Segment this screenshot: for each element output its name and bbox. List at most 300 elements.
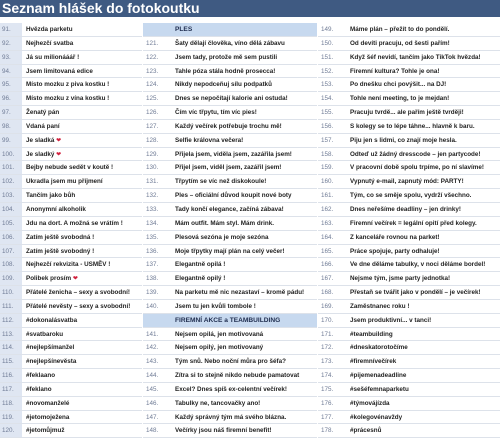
item-number: 100. [0, 148, 22, 161]
item-text-cell [346, 78, 500, 91]
item-text: V pracovní době spolu trpíme, po ní slavíme! [350, 164, 485, 172]
item-number: 161. [321, 192, 334, 200]
list-item [0, 148, 142, 162]
item-text-cell [346, 300, 500, 313]
item-text-cell [22, 217, 142, 230]
item-text-cell [22, 300, 142, 313]
list-item [318, 258, 500, 272]
item-number: 96. [0, 92, 22, 105]
item-number: 124. [146, 81, 159, 89]
item-text-cell [171, 217, 317, 230]
item-text-cell [171, 189, 317, 202]
item-text-cell [346, 231, 500, 244]
item-text: Vdaná paní [26, 122, 60, 130]
item-number: 178. [321, 427, 334, 435]
list-item [318, 203, 500, 217]
item-text: Vypnutý e-mail, zapnutý mód: PARTY! [350, 178, 464, 186]
item-text-cell [22, 272, 142, 285]
item-text: Šaty dělají člověka, víno dělá zábavu [175, 39, 285, 47]
item-text: Dnes se nepočítají kalorie ani ostuda! [175, 95, 288, 103]
list-item [0, 92, 142, 106]
item-text: Zaměstnanec roku ! [350, 302, 410, 310]
list-item [0, 258, 142, 272]
section-heading-label: FIREMNÍ AKCE a TEAMBUILDING [175, 316, 281, 324]
item-number: 106. [0, 231, 22, 244]
item-number: 158. [321, 150, 334, 158]
item-number: 143. [146, 358, 159, 366]
list-item [318, 175, 500, 189]
item-text: Ženatý pán [26, 109, 60, 117]
item-text-cell [346, 65, 500, 78]
item-text-cell [171, 411, 317, 424]
item-text-cell [346, 189, 500, 202]
list-item [143, 189, 317, 203]
item-number: 104. [0, 203, 22, 216]
item-text-cell [22, 286, 142, 299]
item-text-cell [22, 231, 142, 244]
item-text-cell [22, 203, 142, 216]
item-number: 121. [146, 39, 159, 47]
item-text-cell [346, 51, 500, 64]
item-text: Ve dne děláme tabulky, v noci děláme bordel! [350, 261, 486, 269]
item-text-cell [346, 134, 500, 147]
item-text: Tančím jako bůh [26, 192, 76, 200]
item-number: 134. [146, 219, 159, 227]
item-text: Nejsme tým, jsme party jednotka! [350, 275, 451, 283]
item-number: 129. [146, 150, 159, 158]
item-text-cell [171, 23, 317, 36]
heart-icon: ❤ [72, 276, 78, 283]
item-text: Nikdy nepodceňuj sílu podpatků [175, 81, 272, 89]
list-item [318, 189, 500, 203]
item-number: 155. [321, 109, 334, 117]
list-item [143, 300, 317, 314]
item-text-cell [22, 92, 142, 105]
item-number: 154. [321, 95, 334, 103]
list-item [143, 383, 317, 397]
list-item [143, 258, 317, 272]
list-item [0, 286, 142, 300]
item-text-cell [346, 286, 500, 299]
item-number: 177. [321, 413, 334, 421]
page-title: Seznam hlášek do fotokoutku [2, 0, 200, 16]
item-number: 97. [0, 106, 22, 119]
item-number: 132. [146, 192, 159, 200]
item-text: Přátelé nevěsty – sexy a svobodní! [26, 302, 131, 310]
list-item [318, 231, 500, 245]
item-text: #dokonalásvatba [26, 316, 78, 324]
item-text-cell [171, 161, 317, 174]
item-text: Hvězda parketu [26, 26, 73, 33]
item-text-cell [22, 258, 142, 271]
list-item [318, 383, 500, 397]
item-text: Od devíti pracuju, od šesti pařím! [350, 39, 450, 47]
list-item [318, 37, 500, 51]
item-number: 175. [321, 385, 334, 393]
item-text-cell [22, 134, 142, 147]
item-number: 98. [0, 120, 22, 133]
item-text-cell [22, 65, 142, 78]
list-item [318, 397, 500, 411]
item-text: Jdu na dort. A možná se vrátím ! [26, 219, 123, 227]
item-text: Excel? Dnes spíš ex-celentní večírek! [175, 385, 288, 393]
item-text-cell [171, 203, 317, 216]
list-item [318, 120, 500, 134]
item-text-cell [22, 51, 142, 64]
item-number: 128. [146, 136, 159, 144]
item-text: #dneskatorotočíme [350, 344, 408, 352]
item-text: Místo mozku z vína kostku ! [26, 95, 110, 103]
item-number: 94. [0, 65, 22, 78]
list-item [318, 314, 500, 328]
list-item [318, 65, 500, 79]
item-number: 118. [0, 397, 22, 410]
item-text-cell [171, 120, 317, 133]
item-text: Elegantně opilá ! [175, 261, 226, 269]
item-number: 119. [0, 411, 22, 424]
item-text: #prácesnů [350, 427, 382, 435]
list-item [0, 23, 142, 37]
item-text: Jsem limitovaná edice [26, 67, 93, 75]
list-item [318, 148, 500, 162]
item-number: 162. [321, 205, 334, 213]
item-text: Pracuju tvrdě... ale pařím ještě tvrději! [350, 109, 464, 117]
item-text: #sešéfemnaparketu [350, 385, 409, 393]
item-number: 95. [0, 78, 22, 91]
item-text: Místo mozku z piva kostku ! [26, 81, 110, 89]
item-text: Firemní kultura? Tohle je ona! [350, 67, 440, 75]
list-item [143, 217, 317, 231]
item-number: 171. [321, 330, 334, 338]
item-text-cell [22, 341, 142, 354]
item-number: 133. [146, 205, 159, 213]
item-text: Každý správný tým má svého blázna. [175, 413, 287, 421]
item-text: Čím víc třpytu, tím víc pies! [175, 109, 257, 117]
item-text: #feklano [26, 385, 52, 393]
item-text-cell [171, 397, 317, 410]
item-text: Já su milionááář ! [26, 53, 80, 61]
item-text-cell [22, 175, 142, 188]
item-text: Zatím ještě svobodná ! [26, 233, 95, 241]
item-text: Přijel jsem, viděl jsem, zazářil jsem! [175, 164, 282, 172]
item-text: Piju jen s lidmi, co znají moje hesla. [350, 136, 457, 144]
list-item [0, 51, 142, 65]
item-text-cell [346, 245, 500, 258]
item-text-cell [22, 78, 142, 91]
item-text: Po dnešku chci povýšit... na DJ! [350, 81, 447, 89]
heart-icon: ❤ [56, 151, 62, 158]
list-item [0, 411, 142, 425]
item-text-cell [171, 355, 317, 368]
list-item [143, 203, 317, 217]
item-number: 142. [146, 344, 159, 352]
item-text: Elegantně opilý ! [175, 275, 226, 283]
list-item [318, 134, 500, 148]
item-text-cell [22, 148, 142, 161]
item-text-cell [171, 286, 317, 299]
item-number: 176. [321, 399, 334, 407]
list-item [0, 120, 142, 134]
item-text-cell [346, 161, 500, 174]
item-text: #kolegovénavždy [350, 413, 403, 421]
item-number: 146. [146, 399, 159, 407]
section-heading-label: PLES [175, 26, 193, 33]
list-item [143, 148, 317, 162]
item-text-cell [171, 314, 317, 327]
list-item [0, 37, 142, 51]
item-text-cell [171, 272, 317, 285]
item-text-cell [346, 424, 500, 437]
list-item [143, 286, 317, 300]
item-number: 169. [321, 302, 334, 310]
item-number: 152. [321, 67, 334, 75]
list-item [143, 272, 317, 286]
list-item [143, 245, 317, 259]
item-number: 101. [0, 161, 22, 174]
item-number: 102. [0, 175, 22, 188]
item-text-cell [22, 120, 142, 133]
item-text-cell [171, 51, 317, 64]
list-item [143, 175, 317, 189]
item-text: #teambuilding [350, 330, 393, 338]
item-text: #firemnívečírek [350, 358, 397, 366]
item-number: 110. [0, 286, 22, 299]
item-text: Přestaň se tvářit jako v pondělí – je večírek! [350, 289, 481, 297]
list-item [143, 120, 317, 134]
item-text-cell [22, 383, 142, 396]
item-text: Přátelé ženicha – sexy a svobodní! [26, 289, 130, 297]
item-number: 107. [0, 245, 22, 258]
item-text-cell [346, 355, 500, 368]
item-text: Máme plán – přežít to do pondělí. [350, 26, 450, 33]
item-number: 137. [146, 261, 159, 269]
item-text: Tým snů. Nebo noční můra pro šéfa? [175, 358, 286, 366]
item-number: 167. [321, 275, 334, 283]
item-number: 140. [146, 302, 159, 310]
list-item [143, 231, 317, 245]
item-text-cell [22, 37, 142, 50]
list-item [143, 51, 317, 65]
list-item [318, 369, 500, 383]
item-text: Přijela jsem, viděla jsem, zazářila jsem! [175, 150, 292, 158]
item-text-cell [346, 397, 500, 410]
item-number: 109. [0, 272, 22, 285]
item-number: 168. [321, 289, 334, 297]
section-heading [143, 314, 317, 328]
list-item [318, 106, 500, 120]
item-text: Je sladká [26, 136, 55, 144]
list-item [318, 245, 500, 259]
item-text: #feklaano [26, 372, 56, 380]
item-text-cell [171, 78, 317, 91]
item-number: 166. [321, 261, 334, 269]
item-text-cell [346, 217, 500, 230]
item-text: Firemní večírek = legální opití před kolegy. [350, 219, 477, 227]
item-text: Na parketu mě nic nezastaví – kromě pádu! [175, 289, 305, 297]
item-text: Nejsem opilá, jen motivovaná [175, 330, 264, 338]
item-text: #svatbaroku [26, 330, 64, 338]
list-item [143, 397, 317, 411]
list-item [318, 217, 500, 231]
list-item [318, 272, 500, 286]
item-number: 111. [0, 300, 22, 313]
item-number: 93. [0, 51, 22, 64]
item-text-cell [346, 383, 500, 396]
list-item [0, 245, 142, 259]
heart-icon: ❤ [56, 137, 62, 144]
item-text: Bejby nebude sedět v koutě ! [26, 164, 114, 172]
list-item [318, 328, 500, 342]
item-text: Dnes neřešíme deadliny – jen drinky! [350, 205, 461, 213]
list-item [143, 134, 317, 148]
item-number: 156. [321, 122, 334, 130]
item-number: 150. [321, 39, 334, 47]
item-text-cell [22, 369, 142, 382]
item-text: #novomanželé [26, 399, 70, 407]
item-number: 173. [321, 358, 334, 366]
item-text-cell [346, 37, 500, 50]
item-text-cell [171, 37, 317, 50]
item-text: Když šéf nevidí, tančím jako TikTok hvězda! [350, 53, 481, 61]
item-text-cell [171, 300, 317, 313]
list-item [318, 161, 500, 175]
list-item [0, 231, 142, 245]
item-number: 148. [146, 427, 159, 435]
item-text-cell [22, 189, 142, 202]
item-text-cell [171, 92, 317, 105]
list-item [0, 161, 142, 175]
item-text-cell [346, 148, 500, 161]
list-item [0, 189, 142, 203]
list-item [143, 65, 317, 79]
item-text-cell [346, 314, 500, 327]
item-text-cell [22, 355, 142, 368]
item-text: Večírky jsou náš firemní benefit! [175, 427, 272, 435]
item-text: S kolegy se to lépe táhne... hlavně k baru. [350, 122, 475, 130]
item-text: Jsem tu jen kvůli tombole ! [175, 302, 256, 310]
item-number: 138. [146, 275, 159, 283]
list-item [0, 203, 142, 217]
item-text-cell [22, 23, 142, 36]
item-text: #nejlepšímanžel [26, 344, 75, 352]
list-item [0, 272, 142, 286]
item-number: 92. [0, 37, 22, 50]
item-text-cell [346, 341, 500, 354]
item-text: Zítra si to stejně nikdo nebude pamatovat [175, 372, 300, 380]
item-number: 174. [321, 372, 334, 380]
item-text: Jsem produktivní... v tanci! [350, 316, 432, 324]
item-text: Plesová sezóna je moje sezóna [175, 233, 269, 241]
item-number: 131. [146, 178, 159, 186]
item-number: 160. [321, 178, 334, 186]
item-text-cell [22, 161, 142, 174]
item-number: 172. [321, 344, 334, 352]
list-item [143, 78, 317, 92]
item-number: 126. [146, 109, 159, 117]
item-text-cell [171, 424, 317, 437]
section-heading [143, 23, 317, 37]
item-text: Mám outfit. Mám styl. Mám drink. [175, 219, 275, 227]
list-item [0, 355, 142, 369]
list-item [143, 106, 317, 120]
column-2 [143, 23, 317, 438]
item-number: 120. [0, 424, 22, 437]
item-text-cell [346, 258, 500, 271]
list-item [0, 106, 142, 120]
item-text: Ples – oficiální důvod koupit nové boty [175, 192, 292, 200]
item-text-cell [171, 175, 317, 188]
item-text-cell [171, 134, 317, 147]
item-text: Každý večírek potřebuje trochu mě! [175, 122, 282, 130]
item-text-cell [171, 369, 317, 382]
item-number: 164. [321, 233, 334, 241]
item-text-cell [346, 369, 500, 382]
list-item [0, 383, 142, 397]
list-item [0, 424, 142, 438]
item-number: 147. [146, 413, 159, 421]
list-item [0, 217, 142, 231]
item-number: 105. [0, 217, 22, 230]
item-text-cell [346, 120, 500, 133]
item-number: 136. [146, 247, 159, 255]
item-number: 127. [146, 122, 159, 130]
list-item [318, 341, 500, 355]
column-3 [318, 23, 500, 438]
item-text: Nejhezčí svatba [26, 39, 74, 47]
list-item [318, 23, 500, 37]
item-text: Tohle není meeting, to je mejdan! [350, 95, 450, 103]
item-number: 112. [0, 314, 22, 327]
item-text-cell [22, 424, 142, 437]
item-text-cell [22, 314, 142, 327]
item-number: 130. [146, 164, 159, 172]
list-item [0, 314, 142, 328]
item-number: 141. [146, 330, 159, 338]
list-item [0, 328, 142, 342]
list-item [0, 78, 142, 92]
item-text: Tady končí elegance, začíná zábava! [175, 205, 284, 213]
item-text: #jetomůjmuž [26, 427, 65, 435]
item-text-cell [171, 245, 317, 258]
item-text: Odteď už žádný dresscode – jen partycode! [350, 150, 481, 158]
item-text-cell [346, 272, 500, 285]
item-text: Anonymní alkoholik [26, 205, 86, 213]
item-number: 122. [146, 53, 159, 61]
item-text: #nejlepšínevěsta [26, 358, 77, 366]
list-item [143, 424, 317, 438]
list-item [0, 341, 142, 355]
list-item [143, 411, 317, 425]
list-item [0, 369, 142, 383]
list-item [318, 286, 500, 300]
item-text-cell [171, 258, 317, 271]
item-number: 139. [146, 289, 159, 297]
item-text-cell [171, 341, 317, 354]
item-number: 103. [0, 189, 22, 202]
item-text: #týmovájízda [350, 399, 390, 407]
item-number: 157. [321, 136, 334, 144]
item-number: 170. [321, 316, 334, 324]
item-number: 91. [0, 23, 22, 36]
list-item [143, 355, 317, 369]
item-text-cell [346, 203, 500, 216]
item-text-cell [171, 231, 317, 244]
list-item [318, 355, 500, 369]
list-item [0, 134, 142, 148]
item-text: Tým, co se směje spolu, vydrží všechno. [350, 192, 472, 200]
item-number: 125. [146, 95, 159, 103]
item-text: Nejhezčí rekvizita - USMĚV ! [26, 261, 111, 269]
